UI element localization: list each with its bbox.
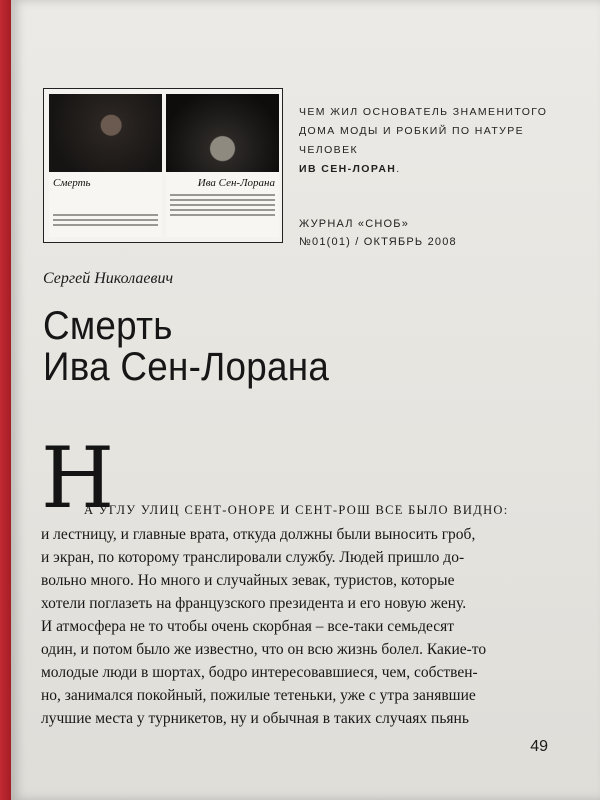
thumbnail-title-right: Ива Сен-Лорана bbox=[197, 177, 275, 189]
caption-line: ДОМА МОДЫ И РОБКИЙ ПО НАТУРЕ ЧЕЛОВЕК bbox=[299, 125, 525, 156]
spread-right-page bbox=[166, 94, 279, 237]
caption-highlight: ИВ СЕН-ЛОРАН bbox=[299, 163, 397, 175]
journal-name: ЖУРНАЛ «СНОБ» bbox=[299, 218, 410, 230]
article-line: молодые люди в шортах, бодро интересовавшиеся, чем, собствен- bbox=[41, 664, 478, 681]
article-line: вольно много. Но много и случайных зевак, туристов, которые bbox=[41, 572, 455, 589]
book-page bbox=[11, 0, 600, 800]
portrait-photo bbox=[49, 94, 162, 172]
thumbnail-title-left: Смерть bbox=[53, 177, 91, 189]
article-line: но, занимался покойный, пожилые тетеньки, уже с утра занявшие bbox=[41, 687, 476, 704]
article-line: один, и потом было же известно, что он всю жизнь болел. Какие-то bbox=[41, 641, 487, 658]
thumbnail-text-lines bbox=[53, 214, 158, 229]
article-title bbox=[43, 306, 329, 388]
author-name: Сергей Николаевич bbox=[43, 270, 174, 287]
title-line: Смерть bbox=[43, 304, 173, 348]
thumbnail-text-lines bbox=[170, 194, 275, 219]
spread-left-page bbox=[49, 94, 162, 237]
magazine-spread-thumbnail bbox=[43, 88, 283, 243]
book-edge bbox=[0, 0, 11, 800]
journal-issue: №01(01) / ОКТЯБРЬ 2008 bbox=[299, 236, 457, 248]
image-caption bbox=[299, 103, 559, 179]
article-line: лучшие места у турникетов, ну и обычная в таких случаях пьянь bbox=[41, 710, 469, 727]
article-first-line: А УГЛУ УЛИЦ СЕНТ-ОНОРЕ И СЕНТ-РОШ ВСЕ БЫЛО ВИДНО: bbox=[84, 503, 509, 517]
source-credit bbox=[299, 215, 559, 251]
article-line: хотели поглазеть на французского президента и его новую жену. bbox=[41, 595, 467, 612]
article-line: и экран, по которому транслировали службу. Людей пришло до- bbox=[41, 549, 465, 566]
article-line: И атмосфера не то чтобы очень скорбная – все-таки семьдесят bbox=[41, 618, 455, 635]
caption-line: ИВ СЕН-ЛОРАН. bbox=[299, 163, 401, 175]
drop-cap: Н bbox=[41, 429, 115, 527]
page-number: 49 bbox=[530, 738, 548, 755]
scene-photo bbox=[166, 94, 279, 172]
caption-line: ЧЕМ ЖИЛ ОСНОВАТЕЛЬ ЗНАМЕНИТОГО bbox=[299, 106, 548, 118]
article-line: и лестницу, и главные врата, откуда должны были выносить гроб, bbox=[41, 526, 476, 543]
title-line: Ива Сен-Лорана bbox=[43, 345, 330, 389]
